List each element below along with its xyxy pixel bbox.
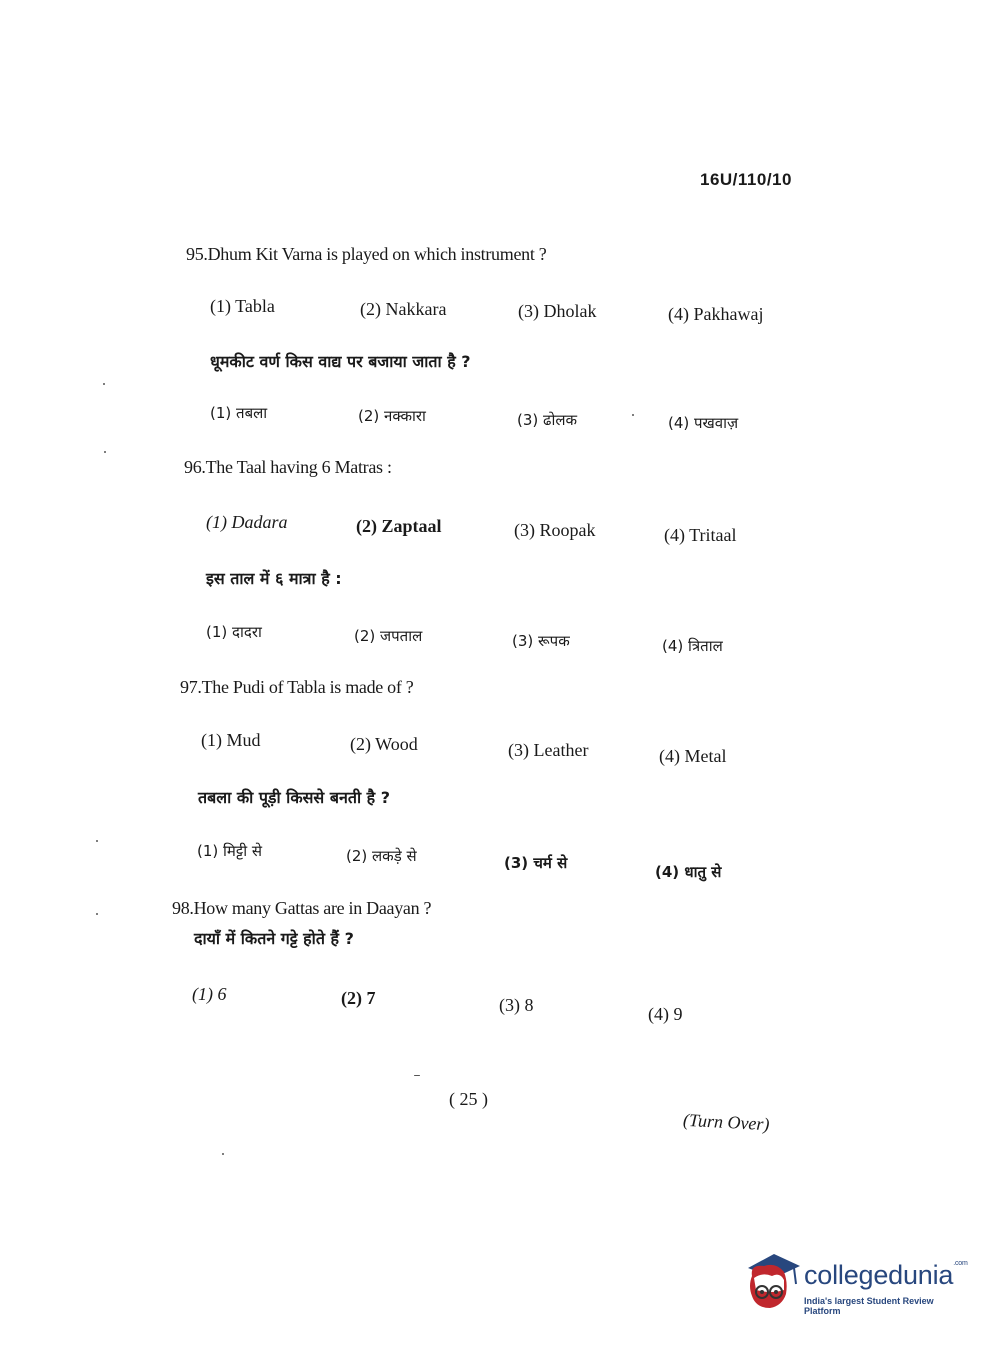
option-3: (3) Leather bbox=[508, 740, 589, 760]
option-1: (1) Tabla bbox=[210, 296, 275, 316]
question-97 bbox=[180, 677, 413, 698]
question-96-hindi: इस ताल में ६ मात्रा है : bbox=[206, 569, 342, 588]
option-3-hindi: (3) चर्म से bbox=[504, 854, 568, 872]
option-1: (1) Dadara bbox=[206, 512, 288, 532]
option-2-hindi: (2) लकड़े से bbox=[346, 847, 417, 865]
option-4-hindi: (4) त्रिताल bbox=[662, 637, 723, 655]
option-2: (2) Nakkara bbox=[360, 299, 447, 319]
question-number: 98. bbox=[172, 898, 194, 918]
scan-speck bbox=[103, 383, 105, 385]
paper-code: 16U/110/10 bbox=[700, 170, 792, 189]
question-number: 97. bbox=[180, 677, 202, 697]
option-2: (2) Zaptaal bbox=[356, 516, 442, 536]
option-3: (3) Roopak bbox=[514, 520, 596, 540]
question-95-hindi: धूमकीट वर्ण किस वाद्य पर बजाया जाता है ? bbox=[210, 352, 471, 371]
option-4-hindi: (4) पखवाज़ bbox=[668, 414, 739, 432]
option-1: (1) 6 bbox=[192, 984, 227, 1004]
option-4-hindi: (4) धातु से bbox=[655, 863, 722, 881]
question-text: The Pudi of Tabla is made of ? bbox=[201, 677, 414, 697]
logo-wordmark: collegedunia bbox=[804, 1260, 954, 1290]
scan-speck bbox=[222, 1153, 224, 1155]
collegedunia-logo bbox=[742, 1250, 972, 1320]
option-1-hindi: (1) तबला bbox=[210, 404, 268, 422]
question-text: How many Gattas are in Daayan ? bbox=[193, 898, 432, 918]
option-3: (3) 8 bbox=[499, 995, 534, 1015]
option-2: (2) Wood bbox=[350, 734, 418, 754]
scan-speck bbox=[414, 1075, 420, 1076]
question-98 bbox=[172, 898, 431, 919]
question-text: Dhum Kit Varna is played on which instrument ? bbox=[207, 244, 547, 264]
question-97-hindi: तबला की पूड़ी किससे बनती है ? bbox=[198, 788, 391, 807]
logo-suffix: .com bbox=[953, 1260, 968, 1267]
question-number: 96. bbox=[184, 457, 206, 477]
option-4: (4) Metal bbox=[659, 746, 727, 766]
scan-speck bbox=[96, 840, 98, 842]
option-2: (2) 7 bbox=[341, 988, 376, 1008]
question-95 bbox=[186, 244, 546, 265]
page-number: ( 25 ) bbox=[449, 1089, 488, 1109]
question-98-hindi: दायाँ में कितने गट्टे होते हैं ? bbox=[194, 929, 354, 948]
option-2-hindi: (2) नक्कारा bbox=[358, 407, 426, 425]
option-3-hindi: (3) ढोलक bbox=[517, 411, 578, 429]
scan-speck bbox=[96, 913, 98, 915]
question-number: 95. bbox=[186, 244, 208, 264]
question-96 bbox=[184, 457, 392, 478]
option-4: (4) Pakhawaj bbox=[668, 304, 764, 324]
option-4: (4) Tritaal bbox=[664, 525, 737, 545]
turn-over-note: (Turn Over) bbox=[682, 1109, 770, 1135]
logo-tagline: India's largest Student Review Platform bbox=[804, 1296, 934, 1316]
option-1-hindi: (1) मिट्टी से bbox=[197, 842, 262, 860]
option-2-hindi: (2) जपताल bbox=[354, 627, 423, 645]
scan-speck bbox=[104, 451, 106, 453]
option-1-hindi: (1) दादरा bbox=[206, 623, 262, 641]
mascot-icon bbox=[742, 1250, 802, 1316]
scan-speck bbox=[632, 414, 634, 416]
option-3-hindi: (3) रूपक bbox=[512, 632, 570, 650]
option-1: (1) Mud bbox=[201, 730, 261, 750]
option-3: (3) Dholak bbox=[518, 301, 597, 321]
option-4: (4) 9 bbox=[648, 1004, 683, 1024]
question-text: The Taal having 6 Matras : bbox=[205, 457, 392, 477]
